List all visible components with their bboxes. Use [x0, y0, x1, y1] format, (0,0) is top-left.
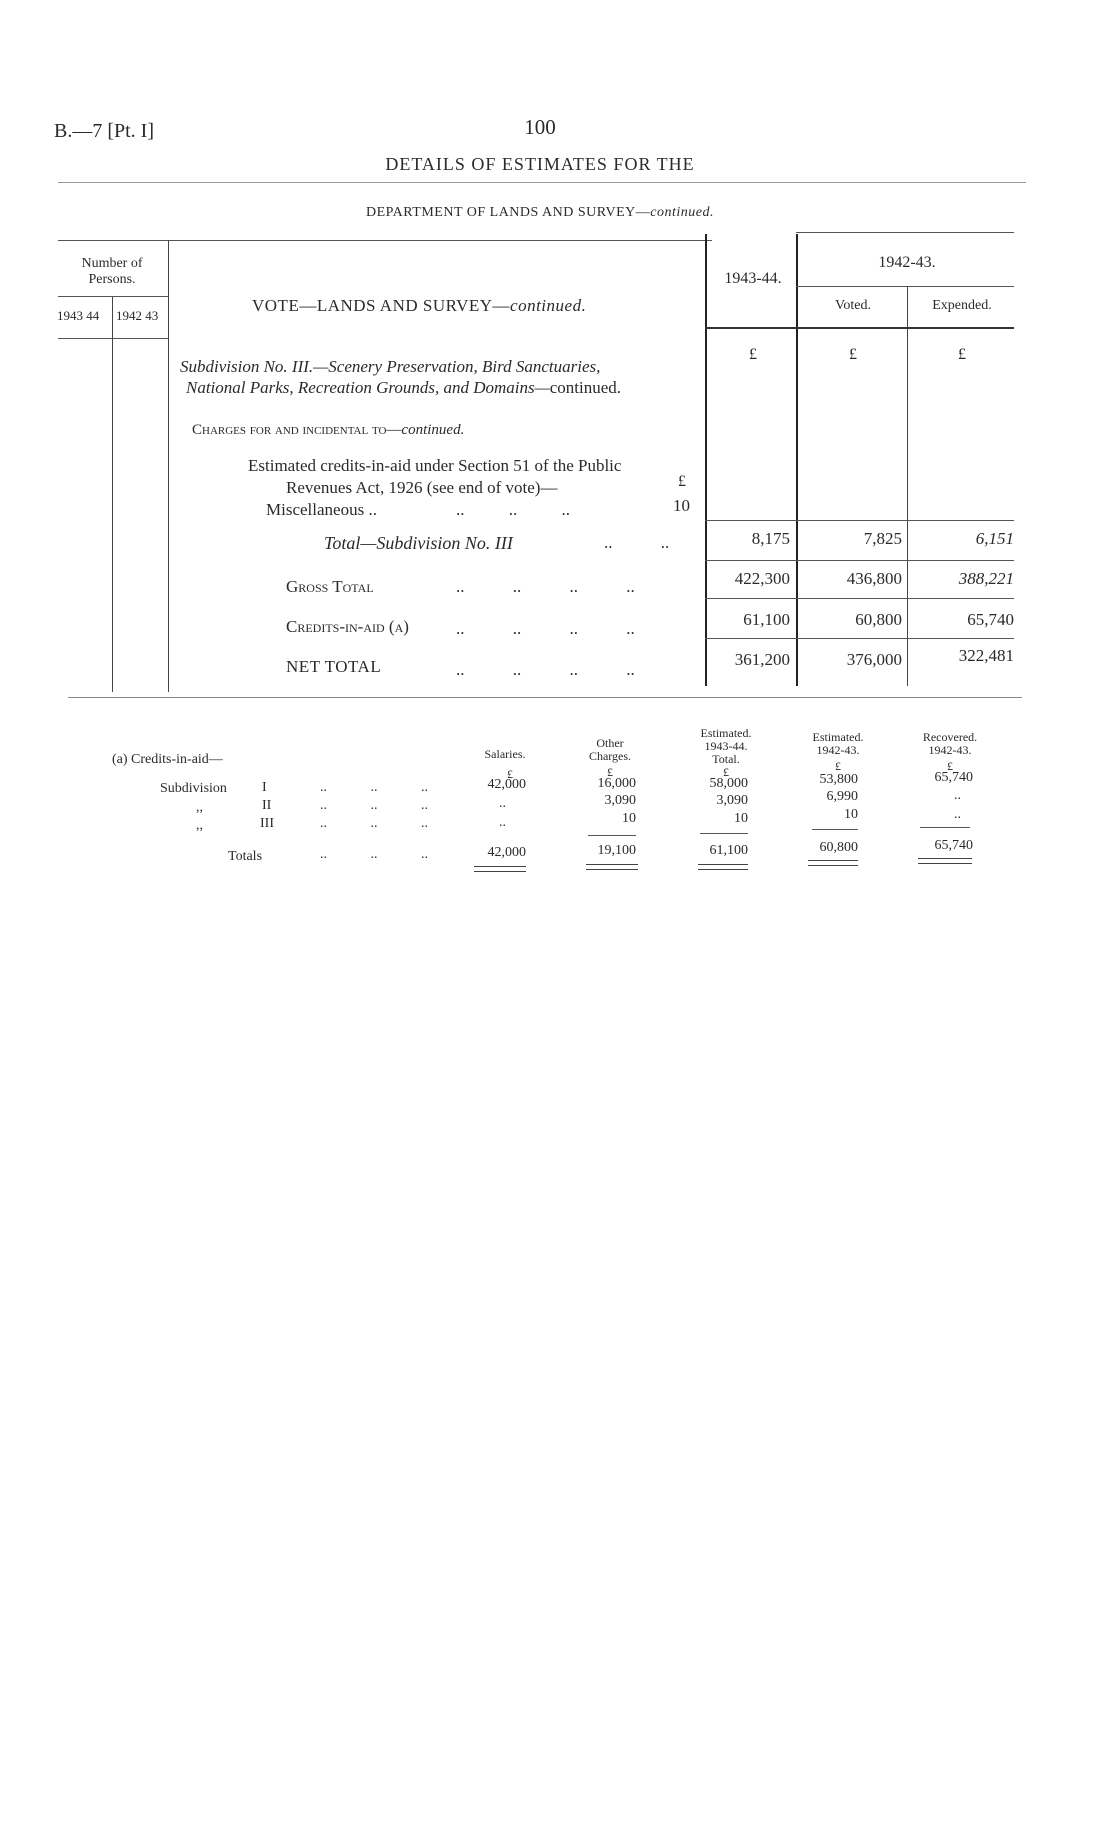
- fn-currency-est: £: [723, 765, 729, 779]
- charges-heading-continued: continued.: [401, 422, 465, 438]
- fn-row-2-dots: .. .. ..: [320, 798, 428, 813]
- fn-double-rule-est: [698, 864, 748, 870]
- header-bottom-rule: [705, 327, 1014, 329]
- total-subdivision-voted: 7,825: [863, 529, 902, 548]
- fn-double-rule-est42: [808, 860, 858, 866]
- persons-bottom-rule: [58, 338, 168, 339]
- net-total-voted: 376,000: [846, 650, 902, 669]
- fn-currency-other: £: [607, 765, 613, 779]
- col1942-subrule: [796, 286, 1014, 287]
- fn-row-2-label: ,,: [196, 800, 203, 815]
- vote-title-continued: continued.: [510, 296, 587, 315]
- total-subdivision-label: Total—Subdivision No. III: [324, 533, 513, 553]
- fn-header-estimated: [686, 727, 766, 766]
- fn-totals-salaries: 42,000: [487, 845, 526, 860]
- fn-rule-rec: [920, 827, 970, 828]
- misc-dots: .. .. ..: [456, 500, 570, 519]
- total-subdivision-1943: 8,175: [751, 529, 790, 548]
- fn-row-1-est42: 53,800: [819, 772, 858, 787]
- fn-rule-est42: [812, 829, 858, 830]
- subdivision-heading-text: National Parks, Recreation Grounds, and Domains—: [186, 378, 550, 397]
- fn-double-rule-other: [586, 864, 638, 870]
- gross-total-expended: 388,221: [958, 569, 1014, 588]
- col-header-voted: Voted.: [835, 298, 871, 313]
- fn-header-salaries: Salaries.: [484, 747, 526, 761]
- fn-header-recovered: [905, 731, 995, 757]
- credits-in-aid-1943: 61,100: [743, 610, 790, 629]
- fn-row-1-dots: .. .. ..: [320, 780, 428, 795]
- fn-row-1-label: Subdivision: [160, 781, 227, 796]
- subdivision-heading-line2: [186, 378, 621, 398]
- gross-total-dots: .. .. .. ..: [456, 577, 635, 596]
- subdivision-heading-continued: continued.: [549, 378, 622, 397]
- table-bottom-rule: [68, 697, 1022, 698]
- persons-divider: [112, 297, 113, 692]
- persons-subrule: [58, 296, 168, 297]
- fn-row-1-est: 58,000: [709, 776, 748, 791]
- fn-row-3-label: ,,: [196, 818, 203, 833]
- table-top-rule: [58, 240, 712, 241]
- fn-row-2-est42: 6,990: [826, 789, 858, 804]
- gross-row-top-rule: [705, 560, 1014, 561]
- fn-row-3-num: III: [260, 816, 274, 831]
- net-total-dots: .. .. .. ..: [456, 660, 635, 679]
- charges-heading: [192, 422, 464, 439]
- subdivision-heading-line1: Subdivision No. III.—Scenery Preservation, Bird Sanctuaries,: [180, 357, 601, 376]
- misc-label: Miscellaneous ..: [266, 500, 377, 519]
- net-row-top-rule: [705, 638, 1014, 639]
- misc-value: 10: [673, 496, 690, 515]
- fn-currency-salaries: £: [507, 767, 513, 781]
- fn-rule-est: [700, 833, 748, 834]
- fn-row-1-num: I: [262, 780, 267, 795]
- estimated-currency: £: [678, 473, 686, 490]
- fn-row-3-dots: .. .. ..: [320, 816, 428, 831]
- fn-header-est42-line1: Estimated.: [812, 730, 864, 744]
- department-name: DEPARTMENT OF LANDS AND SURVEY—: [366, 205, 651, 220]
- fn-row-3-rec: ..: [954, 807, 961, 822]
- credits-in-aid-voted: 60,800: [855, 610, 902, 629]
- fn-totals-dots: .. .. ..: [320, 847, 428, 862]
- fn-double-rule-rec: [918, 858, 972, 864]
- currency-voted: £: [849, 346, 857, 363]
- fn-totals-est42: 60,800: [819, 840, 858, 855]
- fn-row-2-salaries: ..: [499, 796, 506, 811]
- fn-currency-est42: £: [835, 759, 841, 773]
- fn-totals-label: Totals: [228, 849, 263, 864]
- fn-double-rule-salaries: [474, 866, 526, 872]
- page-title: DETAILS OF ESTIMATES FOR THE: [385, 154, 695, 174]
- vote-title-text: VOTE—LANDS AND SURVEY—: [252, 296, 511, 315]
- fn-header-estimated-line1: Estimated.: [700, 726, 752, 740]
- fn-row-1-salaries: 42,000: [487, 777, 526, 792]
- total-subdivision-expended: 6,151: [975, 529, 1014, 548]
- fn-row-3-other: 10: [622, 811, 636, 826]
- persons-header: Number of Persons.: [81, 256, 143, 287]
- fn-row-2-est: 3,090: [716, 793, 748, 808]
- fn-header-other-line1: Other: [596, 736, 624, 750]
- department-continued: continued.: [650, 205, 714, 220]
- estimated-credits-line1: Estimated credits-in-aid under Section 51 of the Public: [248, 456, 622, 475]
- footnote-label: (a) Credits-in-aid—: [112, 752, 223, 767]
- persons-right-rule: [168, 240, 169, 692]
- fn-header-estimated-line2: 1943-44.: [704, 739, 748, 753]
- net-total-label: NET TOTAL: [286, 657, 382, 676]
- persons-col-1943: 1943 44: [57, 308, 100, 323]
- gross-total-voted: 436,800: [846, 569, 902, 588]
- fn-header-est42-line2: 1942-43.: [816, 743, 860, 757]
- fn-row-1-rec: 65,740: [934, 770, 973, 785]
- fn-header-other: [570, 737, 650, 763]
- fn-row-3-est42: 10: [844, 807, 858, 822]
- fn-header-rec-line1: Recovered.: [922, 730, 978, 744]
- fn-row-2-num: II: [262, 798, 272, 813]
- col-header-expended: Expended.: [932, 298, 992, 313]
- col-header-1942: 1942-43.: [878, 254, 936, 271]
- fn-header-other-line2: Charges.: [588, 749, 632, 763]
- fn-row-3-salaries: ..: [499, 815, 506, 830]
- fn-currency-rec: £: [947, 759, 953, 773]
- charges-heading-text: Charges for and incidental to—: [192, 422, 402, 438]
- gross-total-1943: 422,300: [734, 569, 790, 588]
- fn-totals-rec: 65,740: [934, 838, 973, 853]
- col1942-top-rule: [796, 232, 1014, 233]
- col1943-right-rule: [796, 234, 798, 686]
- page-number: 100: [524, 115, 556, 139]
- currency-expended: £: [958, 346, 966, 363]
- fn-header-estimated-line3: Total.: [712, 752, 740, 766]
- credits-row-top-rule: [705, 598, 1014, 599]
- fn-row-2-other: 3,090: [604, 793, 636, 808]
- total-row-top-rule: [705, 520, 1014, 521]
- fn-row-1-other: 16,000: [597, 776, 636, 791]
- persons-col-1942: 1942 43: [116, 308, 159, 323]
- voted-right-rule: [907, 286, 908, 686]
- col-header-1943: 1943-44.: [724, 270, 782, 287]
- currency-1943: £: [749, 346, 757, 363]
- page-reference: B.—7 [Pt. I]: [54, 120, 154, 142]
- total-subdivision-dots: .. ..: [604, 533, 670, 552]
- credits-in-aid-dots: .. .. .. ..: [456, 619, 635, 638]
- main-right-rule: [705, 234, 707, 686]
- fn-totals-est: 61,100: [709, 843, 748, 858]
- fn-header-rec-line2: 1942-43.: [928, 743, 972, 757]
- fn-row-3-est: 10: [734, 811, 748, 826]
- estimated-credits-line2: Revenues Act, 1926 (see end of vote)—: [286, 478, 558, 497]
- net-total-1943: 361,200: [734, 650, 790, 669]
- fn-rule-other: [588, 835, 636, 836]
- fn-row-2-rec: ..: [954, 788, 961, 803]
- department-title: [260, 205, 820, 221]
- credits-in-aid-expended: 65,740: [967, 610, 1014, 629]
- fn-header-estimated-1942: [798, 731, 878, 757]
- credits-in-aid-label: Credits-in-aid (a): [286, 617, 409, 636]
- net-total-expended: 322,481: [958, 646, 1014, 665]
- fn-totals-other: 19,100: [597, 843, 636, 858]
- header-rule: [58, 182, 1026, 183]
- vote-title: [252, 296, 586, 316]
- gross-total-label: Gross Total: [286, 577, 374, 596]
